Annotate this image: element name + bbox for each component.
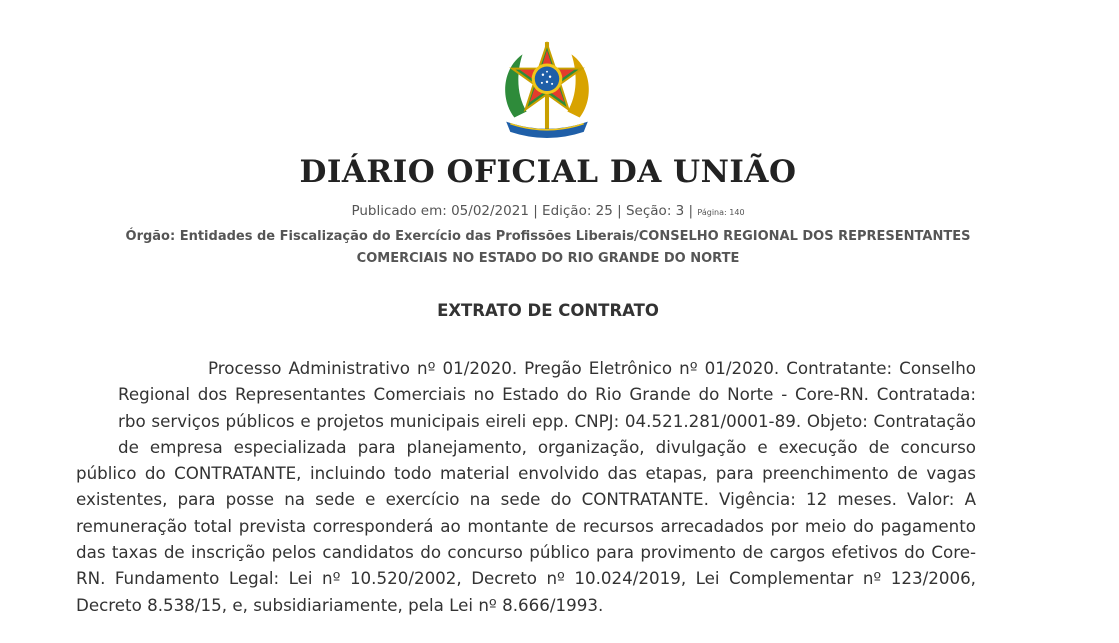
coat-of-arms-icon <box>496 38 598 140</box>
text-line: de empresa especializada para planejamento, organização, divulgação e execução de concurso <box>118 436 976 457</box>
text-line: remuneração total prevista corresponderá ao montante de recursos arrecadados por meio do pagamento <box>76 515 976 536</box>
text-line: Processo Administrativo nº 01/2020. Pregão Eletrônico nº 01/2020. Contratante: Conselho <box>208 358 976 378</box>
publication-details: Publicado em: 05/02/2021 | Edição: 25 | Seção: 3 | <box>351 203 698 219</box>
text-line: Regional dos Representantes Comerciais no Estado do Rio Grande do Norte - Core-RN. Contratada: <box>118 384 976 405</box>
newspaper-title: DIÁRIO OFICIAL DA UNIÃO <box>299 154 797 190</box>
text-line: rbo serviços públicos e projetos municipais eireli epp. CNPJ: 04.521.281/0001-89. Objeto: Contratação <box>118 410 976 431</box>
document-heading: EXTRATO DE CONTRATO <box>437 301 659 320</box>
agency-line-2: COMERCIAIS NO ESTADO DO RIO GRANDE DO NORTE <box>356 251 740 266</box>
publication-info <box>0 203 1096 219</box>
text-line: das taxas de inscrição pelos candidatos do concurso público para provimento de cargos efetivos do Core- <box>76 542 976 563</box>
text-line: existentes, para posse na sede e exercício na sede do CONTRATANTE. Vigência: 12 meses. Valor: A <box>76 489 976 510</box>
agency-line-1: Órgão: Entidades de Fiscalização do Exercício das Profissões Liberais/CONSELHO REGIONAL DOS REPRESENTANTES <box>125 229 971 244</box>
text-line: público do CONTRATANTE, incluindo todo material envolvido das etapas, para preenchimento de vagas <box>76 463 976 484</box>
text-line: Decreto 8.538/15, e, subsidiariamente, pela Lei nº 8.666/1993. <box>76 594 604 615</box>
issuing-agency <box>120 226 976 270</box>
contract-text <box>76 355 976 618</box>
text-line: RN. Fundamento Legal: Lei nº 10.520/2002, Decreto nº 10.024/2019, Lei Complementar nº 123/2006, <box>76 568 976 589</box>
page-number: Página: 140 <box>697 208 745 217</box>
